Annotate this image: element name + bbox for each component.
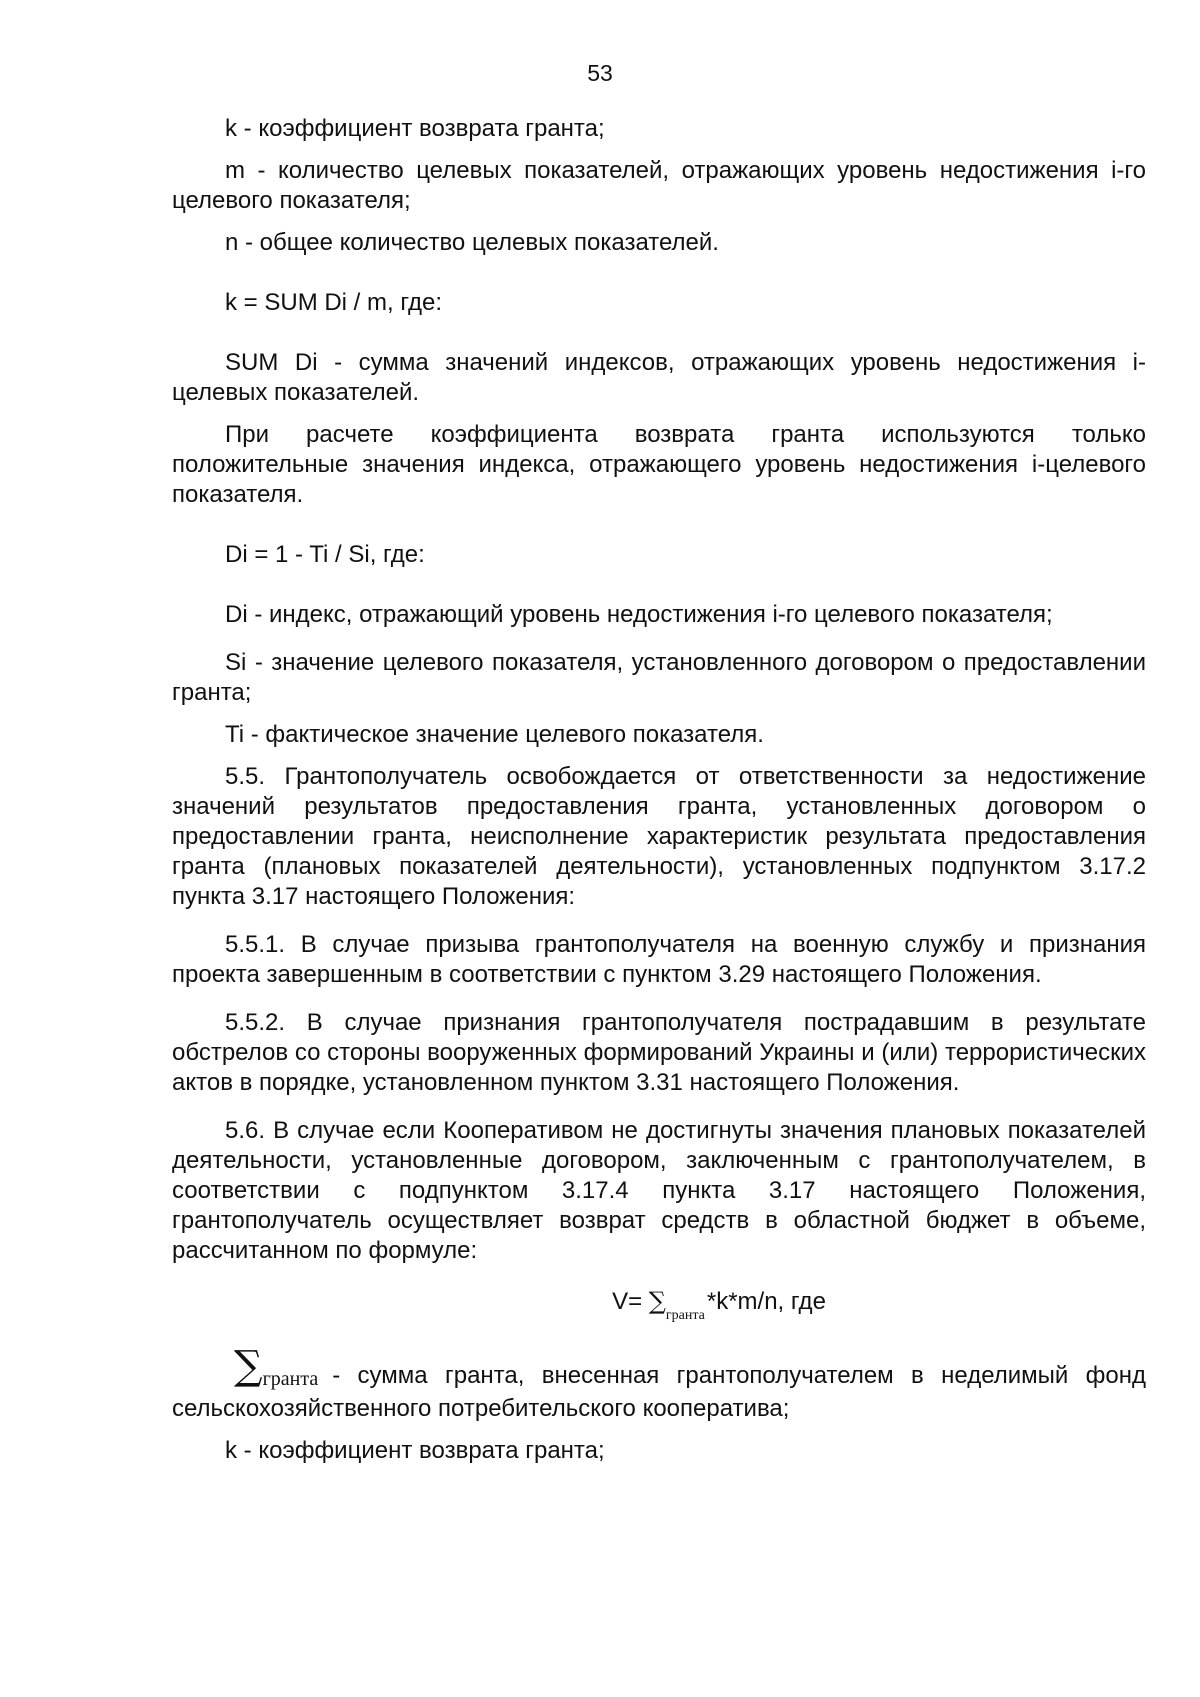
formula-k: k = SUM Di / m, где: xyxy=(225,289,443,316)
formula-v-subscript: гранта xyxy=(665,1308,705,1323)
sum-grant-subscript: гранта xyxy=(262,1368,319,1390)
paragraph-di-definition: Di - индекс, отражающий уровень недостижения i-го целевого показателя; xyxy=(225,601,1053,628)
formula-v-prefix: V= xyxy=(612,1288,643,1315)
sigma-icon: ∑ xyxy=(648,1287,666,1315)
document-body xyxy=(172,114,1146,1478)
paragraph-5-5-1: 5.5.1. В случае призыва грантополучателя на военную службу и признания проекта завершенным в соответствии с пунктом 3.29 настоящего Положения. xyxy=(172,931,1146,988)
sum-grant-text: - сумма гранта, внесенная грантополучателем в неделимый фонд сельскохозяйственного потребительского кооператива; xyxy=(172,1362,1146,1422)
paragraph-ti-definition: Ti - фактическое значение целевого показателя. xyxy=(225,721,764,748)
formula-di: Di = 1 - Ti / Si, где: xyxy=(225,541,425,568)
sum-grant-symbol xyxy=(234,1343,319,1394)
formula-v xyxy=(172,1286,1146,1331)
paragraph-m-definition: m - количество целевых показателей, отражающих уровень недостижения i-го целевого показателя; xyxy=(172,157,1146,214)
paragraph-sum-di-definition: SUM Di - сумма значений индексов, отражающих уровень недостижения i-целевых показателей. xyxy=(172,349,1146,406)
paragraph-5-5: 5.5. Грантополучатель освобождается от ответственности за недостижение значений результатов предоставления гранта, установленных договором о предоставлении гранта, неисполнение характеристик результата предоставления гранта (плановых показателей деятельности), установленных подпунктом 3.17.2 пункта 3.17 настоящего Положения: xyxy=(172,763,1146,910)
page-number: 53 xyxy=(587,60,613,86)
paragraph-positive-values-note: При расчете коэффициента возврата гранта используются только положительные значения индекса, отражающего уровень недостижения i-целевого показателя. xyxy=(172,421,1146,508)
paragraph-k-definition: k - коэффициент возврата гранта; xyxy=(225,115,605,142)
paragraph-5-5-2: 5.5.2. В случае признания грантополучателя пострадавшим в результате обстрелов со стороны вооруженных формирований Украины и (или) террористических актов в порядке, установленном пунктом 3.31 настоящего Положения. xyxy=(172,1009,1146,1096)
paragraph-n-definition: n - общее количество целевых показателей. xyxy=(225,229,719,256)
sum-grant-definition xyxy=(172,1343,1146,1424)
paragraph-si-definition: Si - значение целевого показателя, установленного договором о предоставлении гранта; xyxy=(172,649,1146,706)
formula-v-suffix: *k*m/n, где xyxy=(706,1288,826,1315)
paragraph-5-6: 5.6. В случае если Кооперативом не достигнуты значения плановых показателей деятельности, установленные договором, заключенным с грантополучателем, в соответствии с подпунктом 3.17.4 пункта 3.17 настоящего Положения, грантополучатель осуществляет возврат средств в областной бюджет в объеме, рассчитанном по формуле: xyxy=(172,1117,1146,1264)
sigma-large-icon: ∑ xyxy=(234,1343,263,1389)
paragraph-k-definition-repeat: k - коэффициент возврата гранта; xyxy=(225,1437,605,1464)
